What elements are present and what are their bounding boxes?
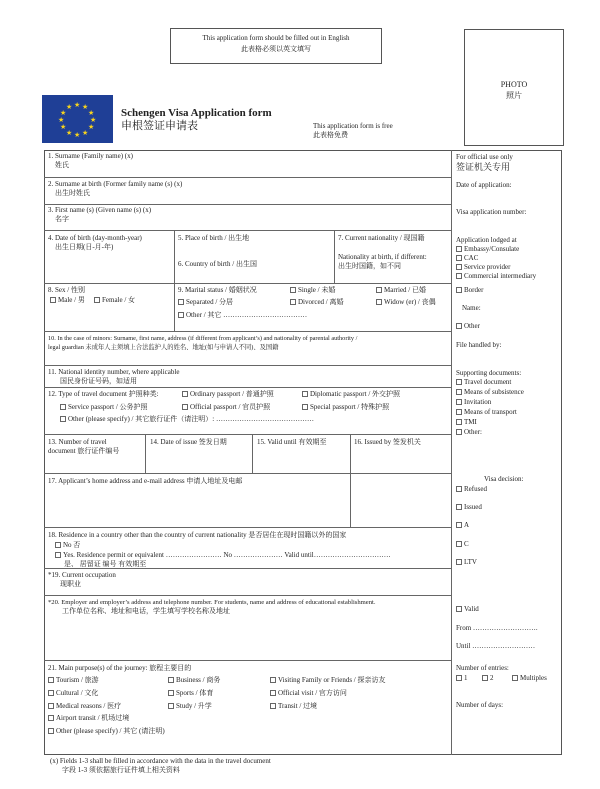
doc-special[interactable]: Special passport / 特殊护照 bbox=[302, 403, 389, 412]
side-a[interactable]: A bbox=[456, 521, 469, 530]
residence-line3: 是、 居留证 编号 有效期至 bbox=[64, 560, 147, 568]
star-icon: ★ bbox=[90, 116, 97, 124]
side-visa-num: Visa application number: bbox=[456, 208, 527, 216]
side-ltv[interactable]: LTV bbox=[456, 558, 477, 567]
field-national-id-zh: 国民身份证号码，如适用 bbox=[60, 377, 137, 385]
field-nationality[interactable]: 7. Current nationality / 现国籍 bbox=[338, 234, 425, 242]
side-subsistence[interactable]: Means of subsistence bbox=[456, 388, 524, 397]
field-sex: 8. Sex / 性别 bbox=[48, 286, 85, 294]
photo-label: PHOTO bbox=[500, 80, 528, 89]
field-purpose: 21. Main purpose(s) of the journey: 旅程主要目的 bbox=[48, 664, 192, 672]
field-occupation[interactable]: *19. Current occupation bbox=[48, 571, 116, 579]
field-country-birth[interactable]: 6. Country of birth / 出生国 bbox=[178, 260, 257, 268]
residence-no[interactable]: No 否 bbox=[55, 541, 80, 550]
star-icon: ★ bbox=[82, 103, 89, 111]
side-invitation[interactable]: Invitation bbox=[456, 398, 491, 407]
field-first-name[interactable]: 3. First name (s) (Given name (s) (x) bbox=[48, 206, 152, 214]
purpose-other[interactable]: Other (please specify) / 其它 (请注明) bbox=[48, 727, 165, 736]
star-icon: ★ bbox=[82, 129, 89, 137]
side-commercial[interactable]: Commercial intermediary bbox=[456, 272, 536, 281]
doc-service[interactable]: Service passport / 公务护照 bbox=[60, 403, 148, 412]
field-dob[interactable]: 4. Date of birth (day-month-year) bbox=[48, 234, 142, 242]
side-multiples[interactable]: Multiples bbox=[512, 674, 547, 683]
side-issued[interactable]: Issued bbox=[456, 503, 482, 512]
photo-label-zh: 照片 bbox=[506, 91, 522, 100]
purpose-cultural[interactable]: Cultural / 文化 bbox=[48, 689, 98, 698]
side-other2[interactable]: Other: bbox=[456, 428, 482, 437]
field-doc-number[interactable]: 13. Number of travel bbox=[48, 438, 107, 446]
field-date-issue[interactable]: 14. Date of issue 签发日期 bbox=[150, 438, 227, 446]
purpose-official-visit[interactable]: Official visit / 官方访问 bbox=[270, 689, 347, 698]
side-provider[interactable]: Service provider bbox=[456, 263, 510, 272]
form-title-zh: 申根签证申请表 bbox=[121, 120, 198, 132]
side-entry-2[interactable]: 2 bbox=[482, 674, 494, 683]
side-entries: Number of entries: bbox=[456, 664, 509, 672]
field-minors[interactable]: 10. In the case of minors: Surname, first name, address (if different from applicant’s) and nationality of parental authority / bbox=[48, 335, 358, 342]
side-travel-doc[interactable]: Travel document bbox=[456, 378, 511, 387]
field-surname-birth-zh: 出生时姓氏 bbox=[55, 189, 90, 197]
side-date-app: Date of application: bbox=[456, 181, 512, 189]
field-minors-2: legal guardian 未成年人主须填上合法监护人的姓名、地址(如与申请人不同)、及国籍 bbox=[48, 344, 279, 351]
free-note: This application form is free bbox=[313, 122, 393, 130]
doc-other[interactable]: Other (please specify) / 其它旅行证件（请注明）: …………………………………… bbox=[60, 415, 314, 424]
side-refused[interactable]: Refused bbox=[456, 485, 487, 494]
notice-en: This application form should be filled out in English bbox=[202, 34, 350, 42]
purpose-sports[interactable]: Sports / 体育 bbox=[168, 689, 213, 698]
doc-ordinary[interactable]: Ordinary passport / 普通护照 bbox=[182, 390, 274, 399]
side-lodged: Application lodged at bbox=[456, 236, 517, 244]
side-decision: Visa decision: bbox=[484, 475, 524, 483]
official-use-label: For official use only bbox=[456, 153, 513, 161]
field-doc-number-2: document 旅行证件编号 bbox=[48, 447, 120, 455]
side-until[interactable]: Until ……………………… bbox=[456, 642, 536, 650]
field-doc-type: 12. Type of travel document 护照种类: bbox=[48, 390, 159, 398]
star-icon: ★ bbox=[58, 116, 65, 124]
marital-separated[interactable]: Separated / 分居 bbox=[178, 298, 233, 307]
purpose-medical[interactable]: Medical reasons / 医疗 bbox=[48, 702, 121, 711]
side-cac[interactable]: CAC bbox=[456, 254, 478, 263]
star-icon: ★ bbox=[60, 109, 67, 117]
field-nationality-birth: Nationality at birth, if different: bbox=[338, 253, 427, 261]
doc-official[interactable]: Official passport / 官员护照 bbox=[182, 403, 270, 412]
official-use-zh: 签证机关专用 bbox=[456, 162, 511, 172]
purpose-visiting[interactable]: Visiting Family or Friends / 探亲访友 bbox=[270, 676, 386, 685]
purpose-study[interactable]: Study / 升学 bbox=[168, 702, 212, 711]
side-from[interactable]: From ………………………. bbox=[456, 624, 538, 632]
star-icon: ★ bbox=[66, 103, 73, 111]
star-icon: ★ bbox=[60, 123, 67, 131]
footer-note: (x) Fields 1-3 shall be filled in accordance with the data in the travel document bbox=[50, 757, 271, 765]
field-first-name-zh: 名字 bbox=[55, 215, 69, 223]
field-dob-zh: 出生日期(日-月-年) bbox=[55, 243, 114, 251]
field-residence: 18. Residence in a country other than the country of current nationality 是否居住在现时国籍以外的国家 bbox=[48, 531, 347, 539]
field-place-birth[interactable]: 5. Place of birth / 出生地 bbox=[178, 234, 250, 242]
eu-flag bbox=[42, 95, 113, 143]
field-surname-zh: 姓氏 bbox=[55, 161, 69, 169]
side-tmi[interactable]: TMI bbox=[456, 418, 477, 427]
field-surname[interactable]: 1. Surname (Family name) (x) bbox=[48, 152, 133, 160]
field-national-id[interactable]: 11. National identity number, where applicable bbox=[48, 368, 180, 376]
star-icon: ★ bbox=[74, 101, 81, 109]
star-icon: ★ bbox=[88, 109, 95, 117]
purpose-tourism[interactable]: Tourism / 旅游 bbox=[48, 676, 99, 685]
sex-male[interactable]: Male / 男 bbox=[50, 296, 85, 305]
field-nationality-birth-zh: 出生时国籍，如不同 bbox=[338, 262, 401, 270]
marital-widow[interactable]: Widow (er) / 丧偶 bbox=[376, 298, 436, 307]
side-border[interactable]: Border bbox=[456, 286, 483, 295]
side-days: Number of days: bbox=[456, 701, 504, 709]
side-name: Name: bbox=[462, 304, 481, 312]
sex-female[interactable]: Female / 女 bbox=[94, 296, 135, 305]
photo-box bbox=[464, 29, 564, 146]
star-icon: ★ bbox=[74, 131, 81, 139]
divider bbox=[451, 150, 452, 755]
star-icon: ★ bbox=[88, 123, 95, 131]
footer-note-zh: 字段 1-3 须依据旅行证件填上相关资料 bbox=[62, 766, 180, 774]
side-transport[interactable]: Means of transport bbox=[456, 408, 517, 417]
field-valid-until[interactable]: 15. Valid until 有效期至 bbox=[257, 438, 327, 446]
side-embassy[interactable]: Embassy/Consulate bbox=[456, 245, 519, 254]
marital-married[interactable]: Married / 已婚 bbox=[376, 286, 426, 295]
notice-zh: 此表格必须以英文填写 bbox=[241, 45, 311, 53]
notice-box bbox=[170, 28, 382, 64]
side-supporting: Supporting documents: bbox=[456, 369, 522, 377]
field-marital: 9. Marital status / 婚姻状况 bbox=[178, 286, 257, 294]
field-employer-zh: 工作单位名称、地址和电话，学生填写学校名称及地址 bbox=[62, 607, 230, 615]
form-title: Schengen Visa Application form bbox=[121, 107, 272, 119]
side-c[interactable]: C bbox=[456, 540, 469, 549]
star-icon: ★ bbox=[66, 129, 73, 137]
marital-single[interactable]: Single / 未婚 bbox=[290, 286, 335, 295]
field-surname-birth[interactable]: 2. Surname at birth (Former family name (s) (x) bbox=[48, 180, 183, 188]
field-home-address[interactable]: 17. Applicant’s home address and e-mail address 申请人地址及电邮 bbox=[48, 477, 243, 485]
purpose-airport[interactable]: Airport transit / 机场过境 bbox=[48, 714, 129, 723]
side-valid[interactable]: Valid bbox=[456, 605, 479, 614]
side-other[interactable]: Other bbox=[456, 322, 480, 331]
field-issued-by[interactable]: 16. Issued by 签发机关 bbox=[354, 438, 421, 446]
side-handled: File handled by: bbox=[456, 341, 502, 349]
purpose-business[interactable]: Business / 商务 bbox=[168, 676, 220, 685]
field-occupation-zh: 现职业 bbox=[60, 580, 81, 588]
field-employer[interactable]: *20. Employer and employer’s address and telephone number. For students, name and address of educational establishment. bbox=[48, 599, 376, 606]
doc-diplomatic[interactable]: Diplomatic passport / 外交护照 bbox=[302, 390, 400, 399]
side-entry-1[interactable]: 1 bbox=[456, 674, 468, 683]
residence-yes[interactable]: Yes. Residence permit or equivalent …………………… No ………………… Valid until…………………………… bbox=[55, 551, 391, 560]
free-note-zh: 此表格免费 bbox=[313, 131, 348, 139]
marital-divorced[interactable]: Divorced / 离婚 bbox=[290, 298, 344, 307]
purpose-transit[interactable]: Transit / 过境 bbox=[270, 702, 317, 711]
marital-other[interactable]: Other / 其它 ……………………………… bbox=[178, 311, 307, 320]
